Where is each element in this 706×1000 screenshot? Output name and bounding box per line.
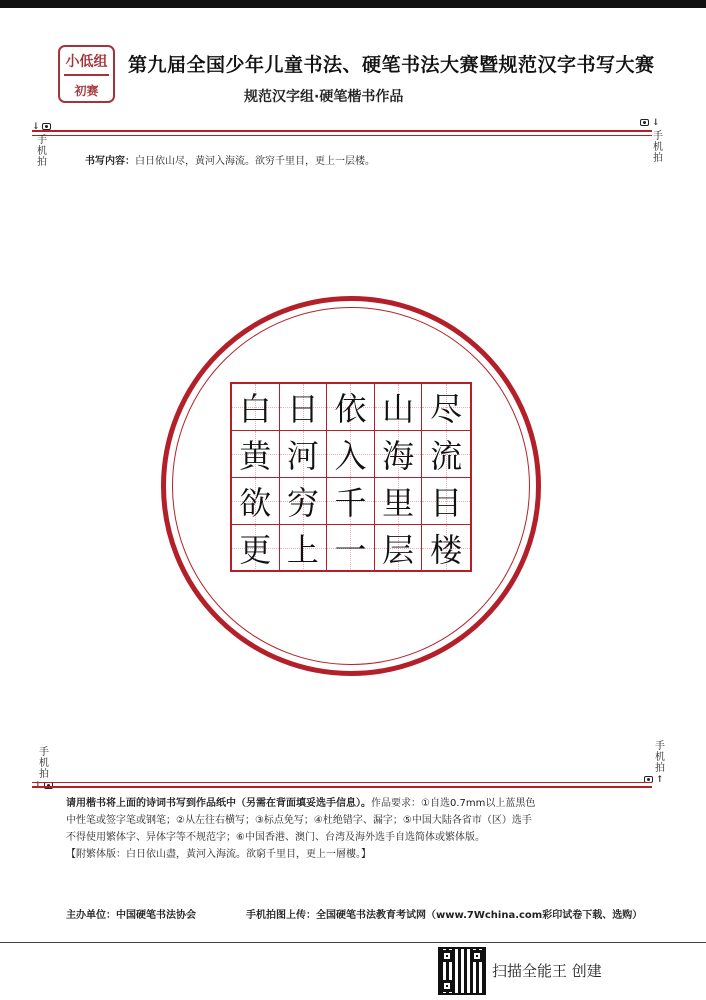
- grid-cell: [422, 525, 470, 571]
- header-divider-line-thin: [32, 135, 652, 136]
- grid-character: 河: [286, 437, 319, 475]
- grid-cell: [375, 525, 423, 571]
- header-divider-line: [32, 130, 652, 132]
- top-right-photo-mark: [640, 118, 662, 163]
- grid-cell: [327, 525, 375, 571]
- qr-code-icon: [438, 947, 486, 995]
- page-title: 第九届全国少年儿童书法、硬笔书法大赛暨规范汉字书写大赛: [128, 54, 655, 76]
- grid-cell: [232, 525, 280, 571]
- writing-content-text: 白日依山尽，黄河入海流。欲穷千里目，更上一层楼。: [135, 156, 375, 167]
- up-arrow-icon: ↑: [655, 775, 664, 785]
- requirements-line-3: 不得使用繁体字、异体字等不规范字；⑥中国香港、澳门、台湾及海外选手自选简体或繁体版。: [66, 832, 485, 843]
- bottom-left-photo-mark: [34, 746, 53, 791]
- grid-character: 层: [382, 531, 415, 569]
- grid-cell: [280, 431, 328, 478]
- qr-finder-mark: [441, 950, 453, 962]
- grid-character: 尽: [430, 390, 463, 428]
- photo-hint-label: 手机拍: [652, 740, 664, 773]
- grid-cell: [375, 384, 423, 431]
- grid-cell: [327, 431, 375, 478]
- grid-character: 一: [334, 531, 367, 569]
- group-badge: [58, 45, 115, 103]
- camera-icon: [42, 123, 51, 130]
- writing-grid: [230, 382, 472, 572]
- page-subtitle: 规范汉字组·硬笔楷书作品: [244, 89, 404, 105]
- grid-cell: [422, 384, 470, 431]
- grid-cell: [232, 478, 280, 525]
- grid-character: 欲: [239, 484, 272, 522]
- scanner-watermark-text: 扫描全能王 创建: [492, 962, 602, 980]
- writing-requirements: [66, 795, 666, 863]
- requirements-instruction: 请用楷书将上面的诗词书写到作品纸中（另需在背面填妥选手信息）。: [66, 798, 371, 809]
- photo-hint-label: 手机拍: [36, 746, 48, 779]
- grid-character: 黄: [239, 437, 272, 475]
- grid-cell: [375, 431, 423, 478]
- photo-hint-label: 手机拍: [34, 134, 46, 168]
- grid-character: 千: [334, 484, 367, 522]
- grid-character: 楼: [430, 531, 463, 569]
- grid-character: 依: [334, 390, 367, 428]
- badge-round-label: 初赛: [74, 84, 99, 98]
- footer-divider-line-thin: [32, 782, 652, 783]
- traditional-version-note: 【附繁体版：白日依山盡，黃河入海流。欲窮千里目，更上一層樓。】: [66, 849, 371, 860]
- writing-content-line: [85, 152, 375, 167]
- camera-icon: [640, 119, 649, 126]
- upload-info-text: 手机拍图上传：全国硬笔书法教育考试网（www.7Wchina.com彩印试卷下载、选购）: [246, 910, 643, 921]
- grid-character: 山: [382, 390, 415, 428]
- qr-finder-mark: [471, 950, 483, 962]
- requirements-line-2: 中性笔或签字笔或钢笔；②从左往右横写；③标点免写；④杜绝错字、漏字；⑤中国大陆各省市（区）选手: [66, 815, 532, 826]
- grid-cell: [327, 478, 375, 525]
- qr-finder-mark: [441, 980, 453, 992]
- grid-character: 流: [430, 437, 463, 475]
- grid-cell: [280, 525, 328, 571]
- top-left-photo-mark: [32, 122, 51, 167]
- organizer-text: 主办单位：中国硬笔书法协会: [66, 910, 196, 921]
- grid-character: 日: [286, 390, 319, 428]
- grid-character: 海: [382, 437, 415, 475]
- grid-character: 白: [239, 390, 272, 428]
- writing-content-label: 书写内容：: [85, 156, 135, 167]
- grid-cell: [232, 431, 280, 478]
- grid-character: 里: [382, 484, 415, 522]
- grid-character: 入: [334, 437, 367, 475]
- down-arrow-icon: ↓: [651, 118, 660, 128]
- grid-cell: [422, 478, 470, 525]
- requirements-rule-start: 作品要求：①自选0.7mm以上蓝黑色: [371, 798, 536, 809]
- photo-hint-label: 手机拍: [650, 130, 662, 164]
- grid-cell: [327, 384, 375, 431]
- grid-character: 上: [286, 531, 319, 569]
- bottom-right-photo-mark: [644, 740, 664, 785]
- grid-character: 更: [239, 531, 272, 569]
- badge-group-label: 小低组: [64, 51, 109, 76]
- down-arrow-icon: ↓: [32, 122, 40, 132]
- footer-divider-line: [32, 786, 652, 788]
- grid-character: 目: [430, 484, 463, 522]
- grid-character: 穷: [286, 484, 319, 522]
- grid-cell: [280, 478, 328, 525]
- grid-cell: [375, 478, 423, 525]
- grid-cell: [280, 384, 328, 431]
- top-border-bar: [0, 0, 706, 8]
- grid-cell: [422, 431, 470, 478]
- grid-cell: [232, 384, 280, 431]
- page-bottom-line: [0, 942, 706, 943]
